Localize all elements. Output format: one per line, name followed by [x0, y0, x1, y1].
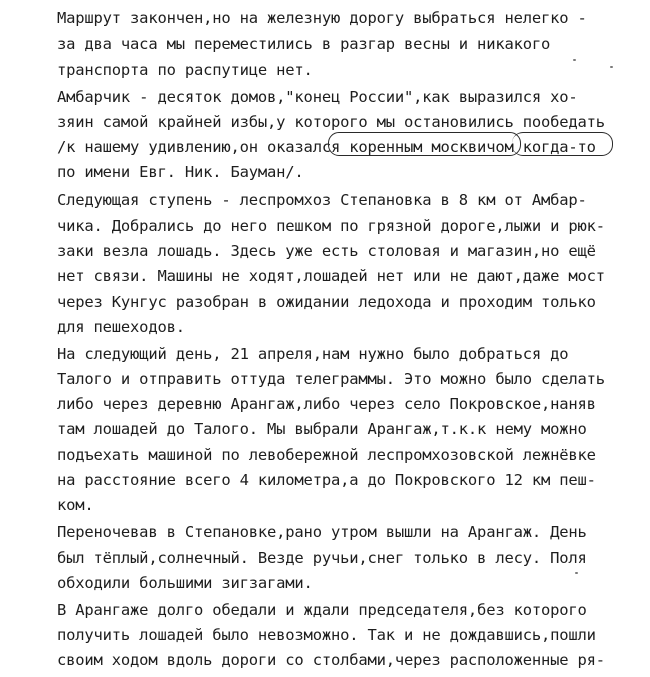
text-line: транспорта по распутице нет. — [57, 61, 313, 79]
text-line: зяин самой крайней избы,у которого мы остановились пообедать — [57, 113, 605, 131]
handwritten-circle-mark — [328, 132, 521, 156]
scan-speck — [575, 572, 578, 574]
text-line: там лошадей до Талого. Мы выбрали Арангаж,т.к.к нему можно — [57, 420, 587, 438]
text-line: на расстояние всего 4 километра,а до Покровского 12 км пеш- — [57, 471, 596, 489]
text-line: На следующий день, 21 апреля,нам нужно было добраться до — [57, 345, 569, 363]
handwritten-underline-mark — [512, 132, 613, 156]
text-line: Маршрут закончен,но на железную дорогу выбраться нелегко - — [57, 9, 587, 27]
text-line: своим ходом вдоль дороги со столбами,через расположенные ря- — [57, 651, 605, 669]
text-line: /к нашему удивлению,он оказался коренным москвичом когда-то — [57, 138, 596, 156]
scan-speck — [610, 66, 613, 68]
text-line: обходили большими зигзагами. — [57, 574, 313, 592]
scan-speck — [573, 59, 576, 61]
text-line: подъехать машиной по левобережной леспромхозовской лежнёвке — [57, 446, 596, 464]
text-line: через Кунгус разобран в ожидании ледохода и проходим только — [57, 293, 596, 311]
text-line: чика. Добрались до него пешком по грязной дороге,лыжи и рюк- — [57, 217, 605, 235]
text-line: Следующая ступень - леспромхоз Степановка в 8 км от Амбар- — [57, 191, 587, 209]
text-line: был тёплый,солнечный. Везде ручьи,снег только в лесу. Поля — [57, 549, 587, 567]
text-line: Амбарчик - десяток домов,"конец России",как выразился хо- — [57, 88, 578, 106]
text-line: по имени Евг. Ник. Бауман/. — [57, 163, 304, 181]
text-line: за два часа мы переместились в разгар весны и никакого — [57, 35, 551, 53]
text-line: Талого и отправить оттуда телеграммы. Это можно было сделать — [57, 370, 605, 388]
text-line: получить лошадей было невозможно. Так и не дождавшись,пошли — [57, 626, 596, 644]
text-line: для пешеходов. — [57, 318, 185, 336]
text-line: заки везла лошадь. Здесь уже есть столовая и магазин,но ещё — [57, 242, 596, 260]
text-line: ком. — [57, 496, 94, 514]
text-line: Переночевав в Степановке,рано утром вышли на Арангаж. День — [57, 523, 587, 541]
text-line: либо через деревню Арангаж,либо через село Покровское,наняв — [57, 395, 596, 413]
text-line: нет связи. Машины не ходят,лошадей нет или не дают,даже мост — [57, 267, 605, 285]
text-line: В Арангаже долго обедали и ждали председателя,без которого — [57, 601, 587, 619]
